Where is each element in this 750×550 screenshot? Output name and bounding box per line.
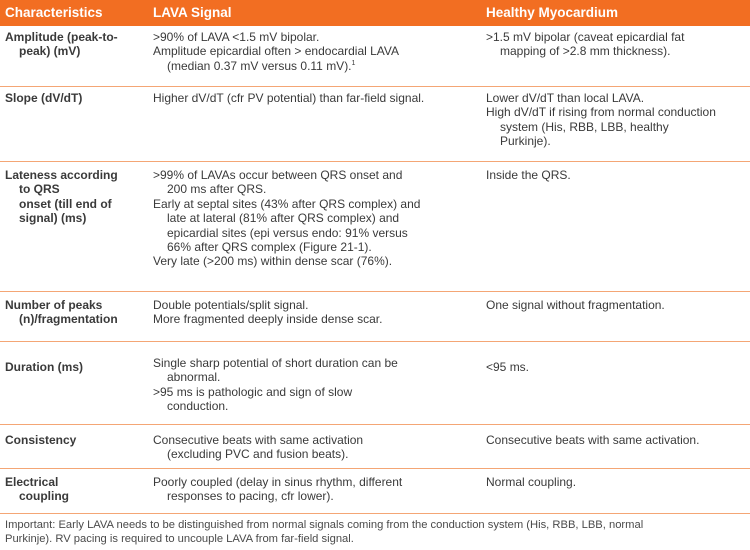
row-characteristic — [5, 298, 145, 327]
healthy-line: Lower dV/dT than local LAVA. — [486, 91, 645, 105]
char-line: Number of peaks — [5, 298, 103, 312]
footnote-ref: 1 — [351, 59, 356, 67]
lava-line: Amplitude epicardial often > endocardial LAVA — [153, 44, 400, 59]
char-line: peak) (mV) — [19, 44, 81, 59]
table-row — [0, 292, 750, 342]
lava-line: Single sharp potential of short duration can be — [153, 356, 398, 370]
healthy-line: Consecutive beats with same activation. — [486, 433, 700, 447]
lava-line: (excluding PVC and fusion beats). — [167, 447, 349, 462]
lava-line: late at lateral (81% after QRS complex) and — [167, 211, 400, 226]
row-healthy — [486, 360, 748, 374]
char-line: Electrical — [5, 475, 59, 489]
char-line: onset (till end of — [19, 196, 112, 211]
row-healthy — [486, 168, 748, 182]
lava-line: (median 0.37 mV versus 0.11 mV). — [167, 58, 352, 73]
note-line: Purkinje). RV pacing is required to uncouple LAVA from far-field signal. — [5, 532, 354, 545]
row-lava-signal — [153, 356, 478, 414]
healthy-line: High dV/dT if rising from normal conduction — [486, 105, 716, 120]
char-line: to QRS — [19, 182, 60, 197]
table-footnote — [5, 519, 745, 546]
lava-line: conduction. — [167, 399, 229, 414]
row-healthy — [486, 91, 748, 149]
table-row — [0, 162, 750, 292]
lava-line: More fragmented deeply inside dense scar. — [153, 312, 383, 327]
char-line: Amplitude (peak-to- — [5, 30, 118, 44]
healthy-line: system (His, RBB, LBB, healthy — [500, 119, 669, 134]
table-row — [0, 26, 750, 87]
lava-line: abnormal. — [167, 370, 221, 385]
row-characteristic — [5, 433, 145, 447]
healthy-line: Inside the QRS. — [486, 168, 571, 182]
row-healthy — [486, 298, 748, 312]
lava-line: Early at septal sites (43% after QRS complex) and — [153, 196, 421, 211]
table-row — [0, 425, 750, 469]
note-line: Important: Early LAVA needs to be distinguished from normal signals coming from the conduction system (His, RBB, LBB, normal — [5, 519, 644, 531]
header-lava-signal: LAVA Signal — [153, 5, 232, 20]
lava-line: 200 ms after QRS. — [167, 182, 267, 197]
row-characteristic — [5, 360, 145, 374]
lava-line: >95 ms is pathologic and sign of slow — [153, 384, 353, 399]
row-characteristic — [5, 168, 145, 226]
row-healthy — [486, 30, 748, 59]
lava-line: epicardial sites (epi versus endo: 91% versus — [167, 225, 408, 240]
row-lava-signal — [153, 433, 478, 462]
row-characteristic — [5, 475, 145, 504]
char-line: signal) (ms) — [19, 211, 87, 226]
char-line: Lateness according — [5, 168, 118, 182]
char-line: coupling — [19, 489, 69, 504]
char-line: (n)/fragmentation — [19, 312, 118, 327]
row-characteristic — [5, 91, 145, 105]
char-line: Slope (dV/dT) — [5, 91, 83, 105]
healthy-line: Normal coupling. — [486, 475, 577, 489]
header-characteristics: Characteristics — [5, 5, 103, 20]
row-lava-signal — [153, 298, 478, 327]
healthy-line: <95 ms. — [486, 360, 530, 374]
lava-line: responses to pacing, cfr lower). — [167, 489, 334, 504]
table-header — [0, 0, 750, 26]
healthy-line: Purkinje). — [500, 134, 551, 149]
row-lava-signal — [153, 91, 478, 105]
table-row — [0, 469, 750, 513]
lava-line: >90% of LAVA <1.5 mV bipolar. — [153, 30, 320, 44]
header-healthy-myocardium: Healthy Myocardium — [486, 5, 619, 20]
char-line: Consistency — [5, 433, 77, 447]
lava-line: Poorly coupled (delay in sinus rhythm, different — [153, 475, 403, 489]
table-row — [0, 87, 750, 162]
row-lava-signal — [153, 30, 478, 73]
healthy-line: >1.5 mV bipolar (caveat epicardial fat — [486, 30, 685, 44]
row-characteristic — [5, 30, 145, 59]
lava-line: 66% after QRS complex (Figure 21-1). — [167, 240, 372, 255]
healthy-line: One signal without fragmentation. — [486, 298, 665, 312]
lava-line: >99% of LAVAs occur between QRS onset and — [153, 168, 403, 182]
lava-line: Double potentials/split signal. — [153, 298, 309, 312]
lava-line: Very late (>200 ms) within dense scar (76%). — [153, 254, 393, 269]
footer-divider — [0, 513, 750, 514]
lava-line: Higher dV/dT (cfr PV potential) than far-field signal. — [153, 91, 425, 105]
char-line: Duration (ms) — [5, 360, 83, 374]
row-healthy — [486, 475, 748, 489]
row-lava-signal — [153, 475, 478, 504]
row-lava-signal — [153, 168, 478, 269]
lava-line: Consecutive beats with same activation — [153, 433, 364, 447]
healthy-line: mapping of >2.8 mm thickness). — [500, 44, 671, 59]
row-healthy — [486, 433, 748, 447]
table-row — [0, 342, 750, 425]
